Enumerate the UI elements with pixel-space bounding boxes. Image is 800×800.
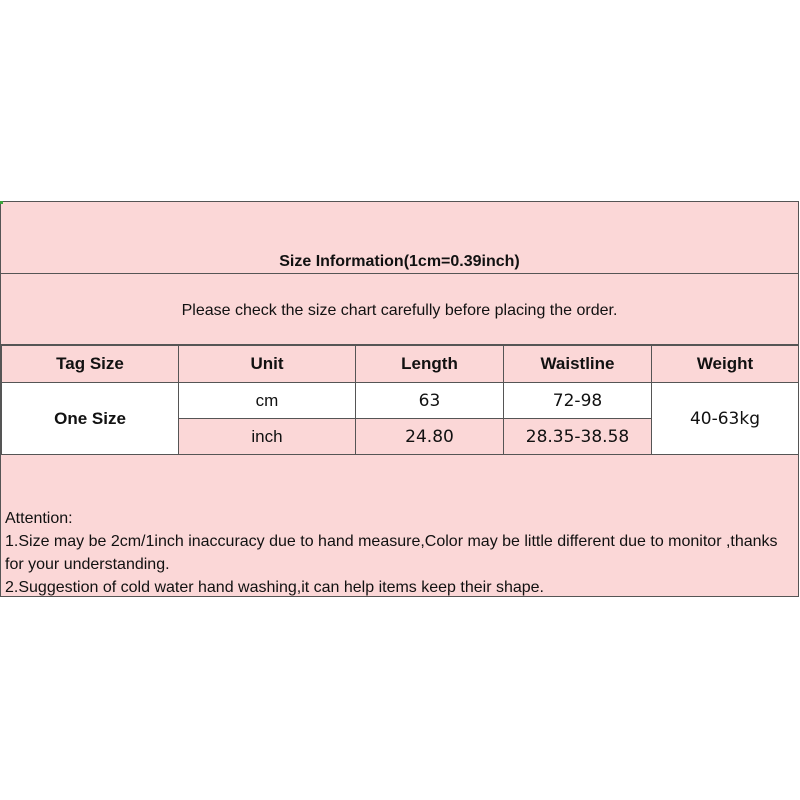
notice-row [1,274,798,345]
attention-line-1: 1.Size may be 2cm/1inch inaccuracy due to hand measure,Color may be little different due to monitor ,thanks for your understanding. [5,533,778,573]
size-chart-table [1,345,799,455]
title-row [1,202,798,274]
waistline-cell: 72-98 [504,383,652,419]
header-tag-size: Tag Size [2,346,179,383]
header-waistline: Waistline [504,346,652,383]
attention-line-2: 2.Suggestion of cold water hand washing,it can help items keep their shape. [5,579,544,596]
header-length: Length [356,346,504,383]
unit-cell: cm [179,383,356,419]
attention-notes [5,507,795,599]
weight-cell: 40-63kg [652,383,799,455]
length-cell: 63 [356,383,504,419]
order-notice: Please check the size chart carefully before placing the order. [181,302,618,319]
length-cell: 24.80 [356,419,504,455]
table-row [2,383,799,419]
unit-cell: inch [179,419,356,455]
waistline-cell: 28.35-38.58 [504,419,652,455]
header-unit: Unit [179,346,356,383]
table-header-row [2,346,799,383]
size-info-sheet [0,201,799,597]
corner-marker [0,201,3,204]
header-weight: Weight [652,346,799,383]
page-title: Size Information(1cm=0.39inch) [279,253,520,270]
tag-size-cell: One Size [2,383,179,455]
attention-heading: Attention: [5,510,73,527]
